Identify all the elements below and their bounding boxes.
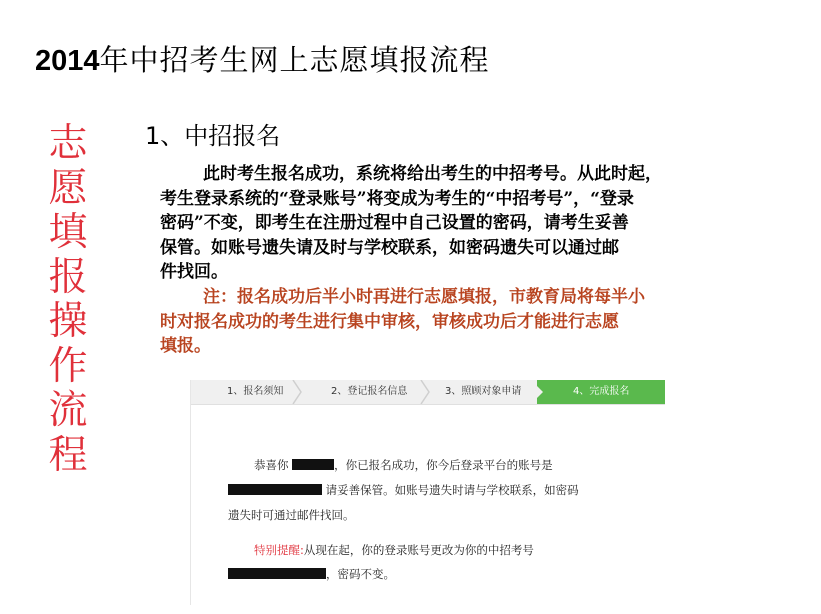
description-paragraph bbox=[160, 162, 760, 359]
sidebar-char: 报 bbox=[48, 254, 88, 300]
account-line: 请妥善保管。如账号遗失时请与学校联系，如密码 bbox=[228, 482, 579, 498]
step-1: 1、报名须知 bbox=[227, 386, 284, 397]
sidebar-char: 作 bbox=[48, 343, 88, 389]
redacted-exam-number bbox=[228, 568, 326, 579]
note-line: 填报。 bbox=[160, 336, 211, 357]
para-line: 件找回。 bbox=[160, 262, 228, 283]
registration-complete-screenshot bbox=[190, 380, 665, 605]
recovery-line: 遗失时可通过邮件找回。 bbox=[228, 508, 355, 522]
step-separator-icon bbox=[291, 380, 303, 404]
sidebar-char: 程 bbox=[48, 432, 88, 478]
step-2: 2、登记报名信息 bbox=[331, 386, 408, 397]
para-line: 保管。如账号遗失请及时与学校联系，如密码遗失可以通过邮 bbox=[160, 237, 619, 258]
sidebar-char: 流 bbox=[48, 388, 88, 433]
sidebar-char: 愿 bbox=[48, 165, 88, 211]
step-3: 3、照顾对象申请 bbox=[445, 386, 522, 397]
title-year: 2014 bbox=[35, 45, 100, 77]
step-progress-bar bbox=[191, 380, 665, 405]
note-line: 注：报名成功后半小时再进行志愿填报，市教育局将每半小 bbox=[203, 286, 645, 307]
reminder-line: 特别提醒:从现在起，你的登录账号更改为你的中招考号 bbox=[254, 543, 534, 557]
redacted-name bbox=[292, 459, 334, 470]
sidebar-char: 操 bbox=[48, 299, 88, 344]
sidebar-char: 填 bbox=[48, 210, 88, 255]
para-line: 考生登录系统的“登录账号”将变成为考生的“中招考号”，“登录 bbox=[160, 188, 634, 209]
password-line: ，密码不变。 bbox=[228, 566, 395, 582]
sidebar-vertical-title bbox=[44, 122, 92, 478]
title-text: 年中招考生网上志愿填报流程 bbox=[99, 43, 490, 77]
step-4-active: 4、完成报名 bbox=[573, 386, 630, 397]
page-title bbox=[35, 38, 490, 79]
active-step-notch-icon bbox=[531, 380, 545, 404]
section-heading: 1、中招报名 bbox=[145, 122, 281, 150]
sidebar-char: 志 bbox=[48, 121, 88, 166]
redacted-account bbox=[228, 484, 322, 495]
step-separator-icon bbox=[419, 380, 431, 404]
para-line: 密码”不变，即考生在注册过程中自己设置的密码，请考生妥善 bbox=[160, 213, 629, 234]
success-message-line: 恭喜你 ，你已报名成功，你今后登录平台的账号是 bbox=[254, 458, 553, 472]
para-line: 此时考生报名成功，系统将给出考生的中招考号。从此时起， bbox=[203, 164, 662, 184]
note-line: 时对报名成功的考生进行集中审核，审核成功后才能进行志愿 bbox=[160, 311, 619, 332]
